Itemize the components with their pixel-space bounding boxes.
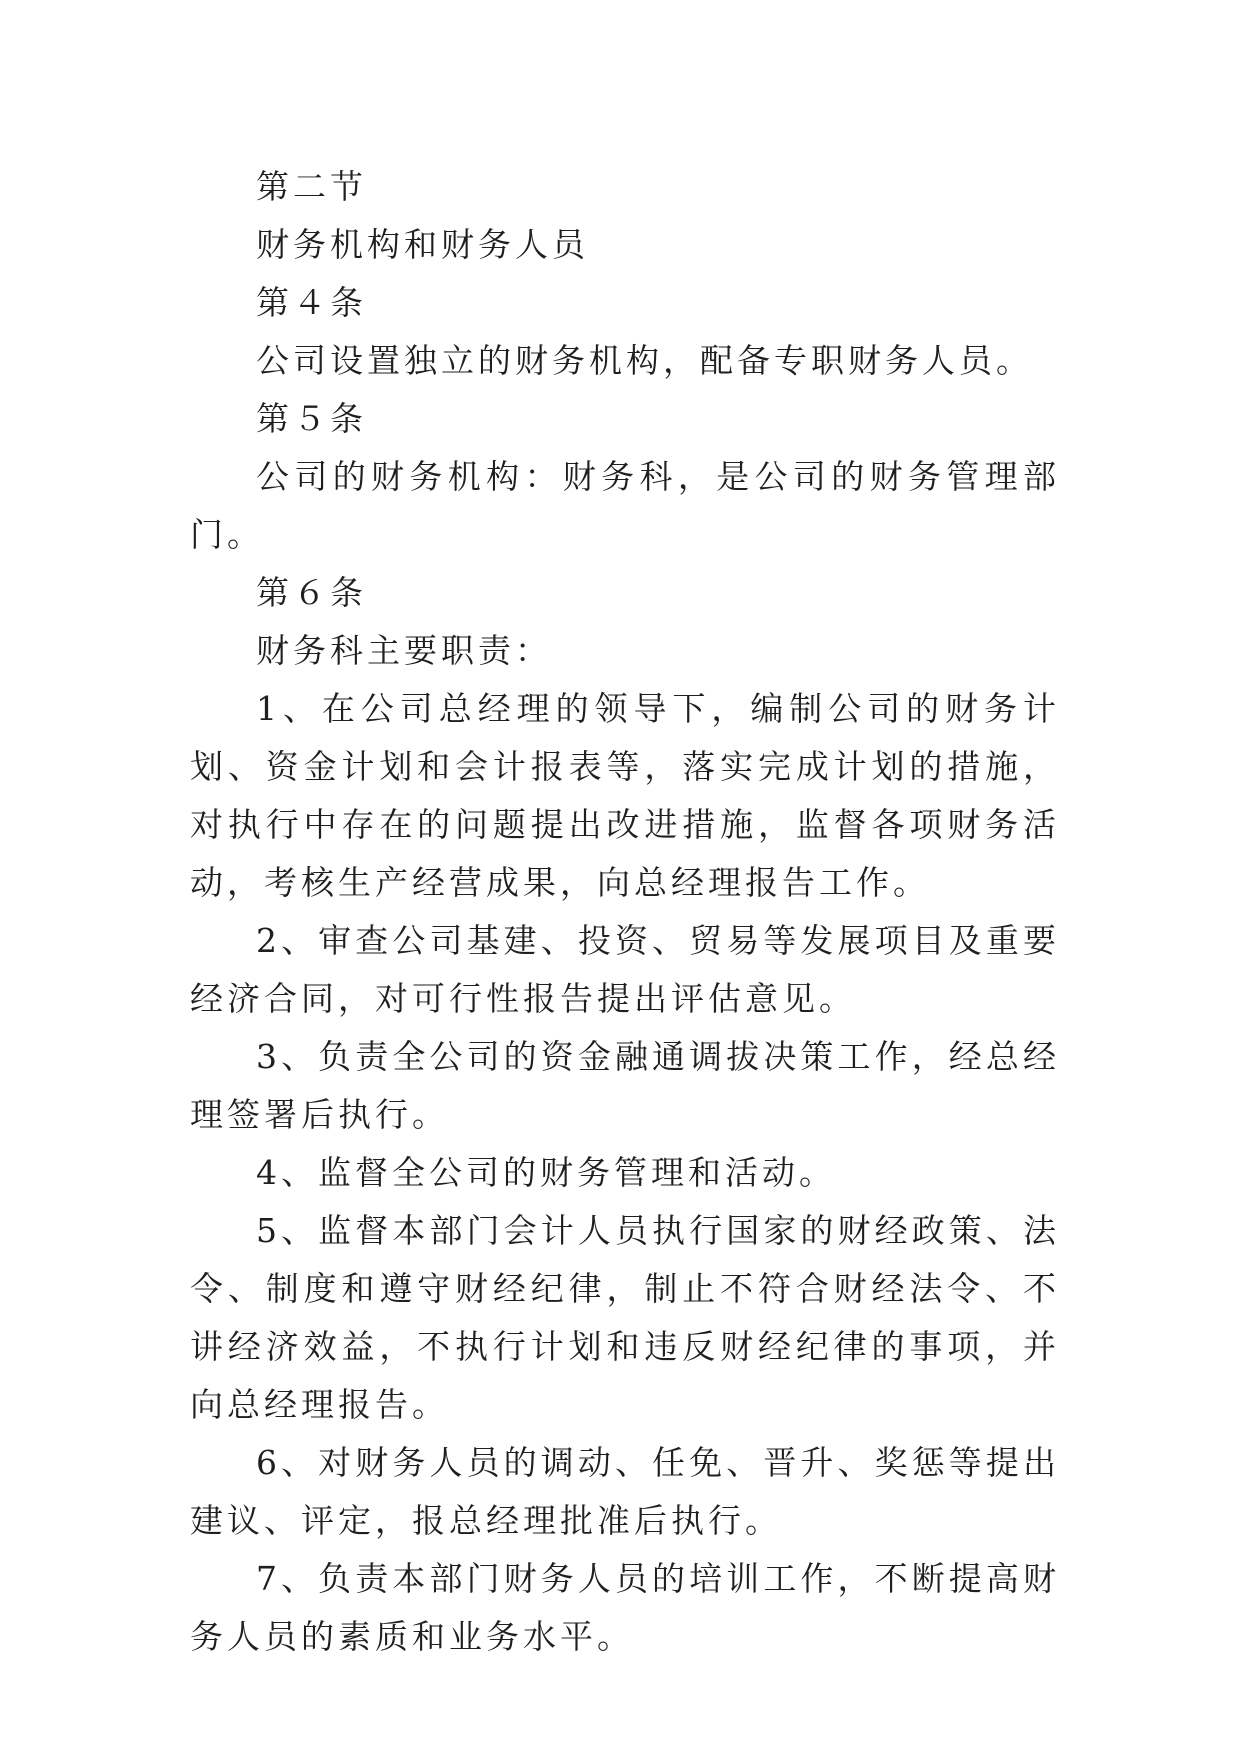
section-heading: 第二节	[256, 167, 367, 206]
article-5-text: 公司的财务机构：财务科，是公司的财务管理部门。	[190, 457, 1060, 554]
article-6-number: 第６条	[256, 573, 367, 612]
article-5-number: 第５条	[256, 399, 367, 438]
duty-item-3: 3、负责全公司的资金融通调拔决策工作，经总经理签署后执行。	[190, 1037, 1060, 1134]
article-4-text: 公司设置独立的财务机构，配备专职财务人员。	[256, 341, 1033, 380]
article-4-number: 第４条	[256, 283, 367, 322]
article-6-intro: 财务科主要职责：	[256, 631, 552, 670]
duty-item-7: 7、负责本部门财务人员的培训工作，不断提高财务人员的素质和业务水平。	[190, 1559, 1060, 1656]
duty-item-6: 6、对财务人员的调动、任免、晋升、奖惩等提出建议、评定，报总经理批准后执行。	[190, 1443, 1060, 1540]
document-body	[190, 158, 1060, 1666]
duty-item-1: 1、在公司总经理的领导下，编制公司的财务计划、资金计划和会计报表等，落实完成计划的措施，对执行中存在的问题提出改进措施，监督各项财务活动，考核生产经营成果，向总经理报告工作。	[190, 689, 1060, 902]
duty-item-5: 5、监督本部门会计人员执行国家的财经政策、法令、制度和遵守财经纪律，制止不符合财经法令、不讲经济效益，不执行计划和违反财经纪律的事项，并向总经理报告。	[190, 1211, 1060, 1424]
duty-item-2: 2、审查公司基建、投资、贸易等发展项目及重要经济合同，对可行性报告提出评估意见。	[190, 921, 1060, 1018]
section-title: 财务机构和财务人员	[256, 225, 589, 264]
duty-item-4: 4、监督全公司的财务管理和活动。	[256, 1153, 836, 1192]
